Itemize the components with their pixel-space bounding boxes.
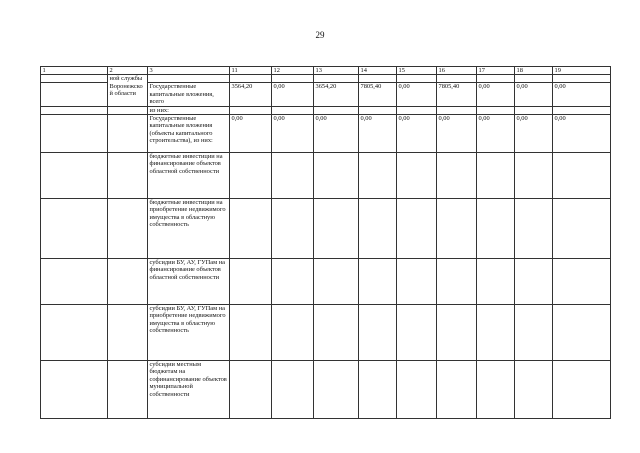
empty-cell: [314, 75, 359, 83]
table-row: [41, 199, 611, 259]
row-label: Государственные капитальные вложения, всего: [148, 83, 230, 106]
value-cell: [359, 199, 397, 259]
value-cell: [272, 199, 314, 259]
value-cell: [230, 199, 272, 259]
value-cell: 0,00: [272, 115, 314, 153]
value-cell: [477, 106, 515, 114]
value-cell: 0,00: [397, 83, 437, 106]
header-cell: 11: [230, 67, 272, 75]
value-cell: [359, 106, 397, 114]
value-cell: [272, 153, 314, 199]
value-cell: 3564,20: [230, 83, 272, 106]
value-cell: [359, 153, 397, 199]
value-cell: 0,00: [397, 115, 437, 153]
header-cell: 14: [359, 67, 397, 75]
value-cell: [437, 199, 477, 259]
value-cell: [553, 199, 611, 259]
row-label: субсидии местным бюджетам на софинансирование объектов муниципальной собственности: [148, 361, 230, 419]
value-cell: [515, 199, 553, 259]
value-cell: 0,00: [477, 83, 515, 106]
header-cell: 2: [108, 67, 148, 75]
value-cell: [314, 153, 359, 199]
value-cell: [397, 305, 437, 361]
empty-cell: [108, 361, 148, 419]
empty-cell: [108, 106, 148, 114]
empty-cell: [41, 106, 108, 114]
empty-cell: [41, 361, 108, 419]
value-cell: [314, 106, 359, 114]
value-cell: [272, 106, 314, 114]
value-cell: 7805,40: [437, 83, 477, 106]
value-cell: 0,00: [230, 115, 272, 153]
value-cell: [437, 153, 477, 199]
header-cell: 12: [272, 67, 314, 75]
value-cell: [437, 361, 477, 419]
value-cell: [477, 361, 515, 419]
table-row: [41, 106, 611, 114]
value-cell: [397, 361, 437, 419]
empty-cell: [108, 199, 148, 259]
value-cell: [515, 361, 553, 419]
empty-cell: [41, 199, 108, 259]
value-cell: [397, 259, 437, 305]
row-label: Государственные капитальные вложения (объекты капитального строительства), из них:: [148, 115, 230, 153]
table-row: [41, 115, 611, 153]
empty-cell: [148, 75, 230, 83]
value-cell: 0,00: [437, 115, 477, 153]
value-cell: [515, 153, 553, 199]
value-cell: [477, 153, 515, 199]
row-label: бюджетные инвестиции на финансирование объектов областной собственности: [148, 153, 230, 199]
empty-cell: [553, 75, 611, 83]
value-cell: [397, 106, 437, 114]
value-cell: 0,00: [314, 115, 359, 153]
value-cell: [477, 305, 515, 361]
value-cell: 0,00: [515, 115, 553, 153]
value-cell: [314, 305, 359, 361]
table-row: [41, 259, 611, 305]
table-row: [41, 361, 611, 419]
value-cell: [359, 305, 397, 361]
value-cell: [397, 199, 437, 259]
row-label: субсидии БУ, АУ, ГУПам на приобретение недвижимого имущества в областную собственность: [148, 305, 230, 361]
empty-cell: [108, 153, 148, 199]
header-cell: 1: [41, 67, 108, 75]
value-cell: [477, 259, 515, 305]
header-cell: 15: [397, 67, 437, 75]
empty-cell: [108, 305, 148, 361]
header-cell: 16: [437, 67, 477, 75]
value-cell: [437, 259, 477, 305]
value-cell: [515, 106, 553, 114]
value-cell: [515, 259, 553, 305]
value-cell: [230, 106, 272, 114]
value-cell: [477, 199, 515, 259]
value-cell: [359, 361, 397, 419]
table-row: [41, 305, 611, 361]
value-cell: [553, 259, 611, 305]
table-row: [41, 75, 611, 83]
empty-cell: [515, 75, 553, 83]
row-label: из них:: [148, 106, 230, 114]
page-number: 29: [315, 30, 325, 40]
value-cell: 3654,20: [314, 83, 359, 106]
value-cell: [272, 361, 314, 419]
value-cell: [272, 305, 314, 361]
empty-cell: [397, 75, 437, 83]
value-cell: [230, 361, 272, 419]
value-cell: [515, 305, 553, 361]
table-row: [41, 153, 611, 199]
value-cell: [553, 106, 611, 114]
value-cell: 0,00: [515, 83, 553, 106]
value-cell: [272, 259, 314, 305]
empty-cell: [41, 259, 108, 305]
value-cell: 0,00: [477, 115, 515, 153]
value-cell: [359, 259, 397, 305]
value-cell: 0,00: [359, 115, 397, 153]
empty-cell: [359, 75, 397, 83]
value-cell: [314, 361, 359, 419]
value-cell: [230, 259, 272, 305]
value-cell: [437, 106, 477, 114]
empty-cell: [41, 115, 108, 153]
value-cell: [230, 305, 272, 361]
value-cell: [230, 153, 272, 199]
budget-table: [40, 66, 611, 419]
header-row: [41, 67, 611, 75]
row-label: бюджетные инвестиции на приобретение недвижимого имущества в областную собственность: [148, 199, 230, 259]
agency-cell: ной службы Воронежской области: [108, 75, 148, 106]
value-cell: 0,00: [553, 115, 611, 153]
value-cell: 0,00: [553, 83, 611, 106]
value-cell: 0,00: [272, 83, 314, 106]
header-cell: 18: [515, 67, 553, 75]
header-cell: 19: [553, 67, 611, 75]
value-cell: [397, 153, 437, 199]
value-cell: [553, 361, 611, 419]
value-cell: [314, 199, 359, 259]
empty-cell: [41, 153, 108, 199]
empty-cell: [41, 75, 108, 83]
header-cell: 17: [477, 67, 515, 75]
value-cell: [314, 259, 359, 305]
row-label: субсидии БУ, АУ, ГУПам на финансирование объектов областной собственности: [148, 259, 230, 305]
empty-cell: [230, 75, 272, 83]
empty-cell: [437, 75, 477, 83]
value-cell: [553, 153, 611, 199]
value-cell: [437, 305, 477, 361]
empty-cell: [41, 83, 108, 106]
empty-cell: [272, 75, 314, 83]
header-cell: 3: [148, 67, 230, 75]
value-cell: 7805,40: [359, 83, 397, 106]
header-cell: 13: [314, 67, 359, 75]
value-cell: [553, 305, 611, 361]
empty-cell: [477, 75, 515, 83]
empty-cell: [41, 305, 108, 361]
empty-cell: [108, 259, 148, 305]
empty-cell: [108, 115, 148, 153]
